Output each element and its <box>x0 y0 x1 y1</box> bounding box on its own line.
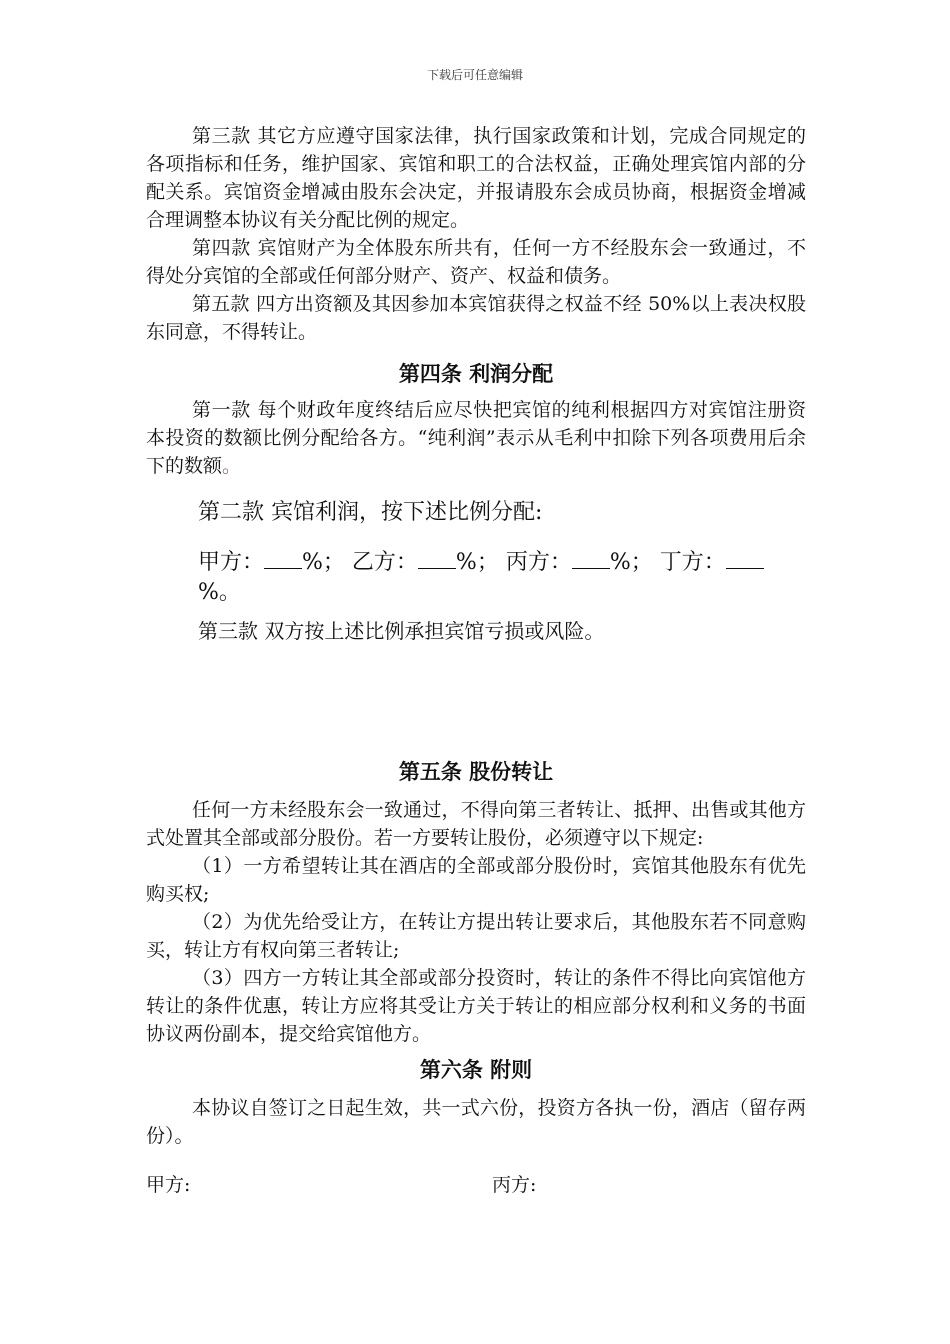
article-4 <box>146 356 806 646</box>
article-5-para-1: 任何一方未经股东会一致通过，不得向第三者转让、抵押、出售或其他方式处置其全部或部分股份。若一方要转让股份，必须遵守以下规定: <box>146 799 806 849</box>
article-6 <box>146 1052 806 1150</box>
clause-5: 第五款 四方出资额及其因参加本宾馆获得之权益不经 50%以上表决权股东同意，不得转让。 <box>146 293 806 343</box>
article-5-rule-3: （3）四方一方转让其全部或部分投资时，转让的条件不得比向宾馆他方转让的条件优惠，转让方应将其受让方关于转让的相应部分权利和义务的书面协议两份副本，提交给宾馆他方。 <box>146 967 806 1045</box>
share-end: %。 <box>198 580 241 605</box>
article-5-heading: 第五条 股份转让 <box>398 760 554 784</box>
article-4-clause-2: 第二款 宾馆利润，按下述比例分配: <box>198 500 543 525</box>
clause-3: 第三款 其它方应遵守国家法律，执行国家政策和计划，完成合同规定的各项指标和任务，维护国家、宾馆和职工的合法权益，正确处理宾馆内部的分配关系。宾馆资金增减由股东会决定，并报请股东会成员协商，根据资金增减合理调整本协议有关分配比例的规定。 <box>146 125 806 231</box>
article-4-heading: 第四条 利润分配 <box>398 362 554 386</box>
signature-party-c: 丙方: <box>492 1174 537 1196</box>
article-6-heading: 第六条 附则 <box>419 1058 533 1082</box>
share-c-blank <box>572 548 610 569</box>
profit-shares <box>146 548 806 608</box>
share-b-label: %； 乙方： <box>302 550 418 575</box>
article-5 <box>146 754 806 1048</box>
signature-party-a: 甲方: <box>146 1174 191 1196</box>
clause-block-1 <box>146 122 806 346</box>
article-5-rule-1: （1）一方希望转让其在酒店的全部或部分股份时，宾馆其他股东有优先购买权; <box>146 855 806 905</box>
article-4-clause-1 <box>146 396 806 480</box>
clause-1-text: 第一款 每个财政年度终结后应尽快把宾馆的纯利根据四方对宾馆注册资本投资的数额比例分配给各方。“纯利润”表示从毛利中扣除下列各项费用后余下的数额 <box>146 399 806 477</box>
clause-1-end: 。 <box>222 455 242 477</box>
clause-4: 第四款 宾馆财产为全体股东所共有，任何一方不经股东会一致通过，不得处分宾馆的全部或任何部分财产、资产、权益和债务。 <box>146 237 806 287</box>
share-a-blank <box>264 548 302 569</box>
article-4-clause-3: 第三款 双方按上述比例承担宾馆亏损或风险。 <box>198 619 605 643</box>
share-d-blank <box>726 548 764 569</box>
share-c-label: %； 丙方： <box>455 550 572 575</box>
share-a-label: 甲方： <box>198 550 265 575</box>
share-d-label: %； 丁方： <box>609 550 726 575</box>
article-6-para-1: 本协议自签订之日起生效，共一式六份，投资方各执一份，酒店（留存两份）。 <box>146 1097 806 1147</box>
page-header: 下载后可任意编辑 <box>426 68 523 82</box>
article-5-rule-2: （2）为优先给受让方，在转让方提出转让要求后，其他股东若不同意购买，转让方有权向第三者转让; <box>146 911 806 961</box>
share-b-blank <box>418 548 456 569</box>
